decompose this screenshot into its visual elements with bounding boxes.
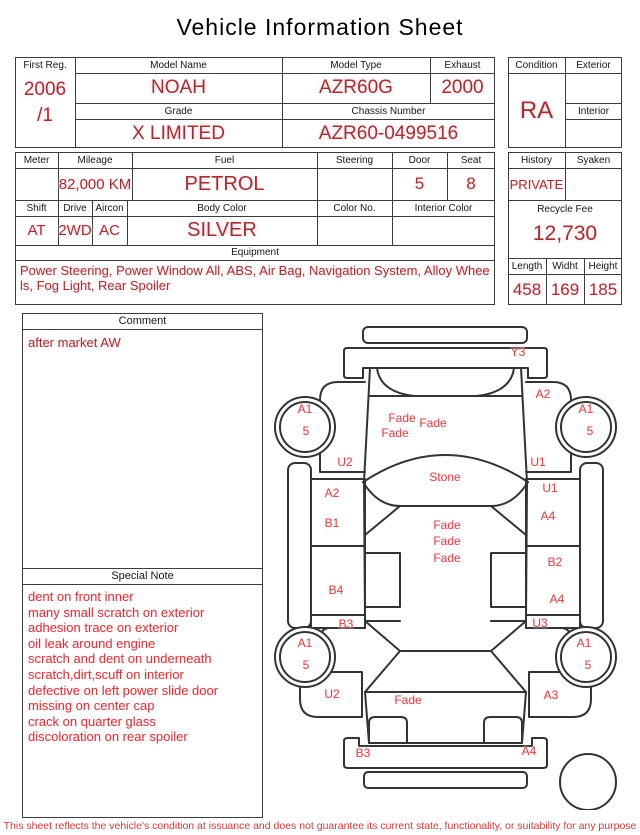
special-note-line: scratch and dent on underneath: [28, 651, 212, 667]
grade-value: X LIMITED: [132, 122, 225, 144]
history-value: PRIVATE: [509, 176, 564, 192]
damage-code-label: 5: [586, 424, 594, 438]
damage-code-label: 5: [302, 658, 310, 672]
damage-code-label: A4: [549, 592, 565, 606]
damage-code-label: B3: [355, 746, 371, 760]
drive-label: Drive: [63, 202, 87, 214]
aircon-value: AC: [99, 222, 120, 239]
meter-label: Meter: [23, 154, 50, 166]
damage-code-label: B4: [328, 583, 344, 597]
chassis-number-label: Chassis Number: [351, 105, 426, 117]
syaken-label: Syaken: [576, 154, 611, 166]
shift-value: AT: [27, 222, 46, 239]
damage-code-label: Fade: [433, 551, 461, 565]
exterior-value: [565, 73, 622, 103]
damage-code-label: Y3: [510, 345, 526, 359]
equipment-value: Power Steering, Power Window All, ABS, Air Bag, Navigation System, Alloy Wheels, Fog Light, Rear Spoiler: [20, 263, 490, 293]
special-note-line: discoloration on rear spoiler: [28, 729, 188, 745]
special-note-line: missing on center cap: [28, 698, 155, 714]
first-reg-label: First Reg.: [23, 59, 67, 71]
exhaust-value: 2000: [441, 77, 484, 98]
steering-value: [317, 168, 392, 200]
grid-line: [22, 584, 263, 585]
width-value: 169: [550, 279, 580, 299]
comment-text: after market AW: [28, 334, 121, 350]
page-title: Vehicle Information Sheet: [176, 14, 464, 40]
model-name-value: NOAH: [151, 77, 206, 98]
aircon-label: Aircon: [95, 202, 124, 214]
grade-label: Grade: [164, 105, 193, 117]
damage-code-label: Fade: [394, 693, 422, 707]
grid-line: [22, 329, 263, 330]
color-no-value: [317, 216, 392, 245]
damage-code-label: B3: [338, 617, 354, 631]
damage-code-label: A4: [521, 744, 537, 758]
damage-code-label: A1: [578, 402, 594, 416]
height-label: Height: [588, 260, 618, 272]
exterior-label: Exterior: [576, 59, 611, 71]
damage-code-label: A1: [576, 636, 592, 650]
special-note-line: oil leak around engine: [28, 635, 156, 651]
damage-code-label: 5: [584, 658, 592, 672]
width-label: Widht: [552, 260, 578, 272]
damage-code-label: Fade: [433, 518, 461, 532]
special-note-line: defective on left power slide door: [28, 682, 219, 698]
damage-code-label: A1: [297, 402, 313, 416]
special-note-line: many small scratch on exterior: [28, 604, 205, 620]
history-label: History: [520, 154, 553, 166]
vehicle-damage-diagram: [270, 310, 640, 810]
damage-code-label: U2: [337, 455, 353, 469]
exhaust-label: Exhaust: [444, 59, 481, 71]
disclaimer-text: This sheet reflects the vehicle's condition at issuance and does not guarantee its current state, functionality, or suitability for any purpose: [3, 820, 637, 832]
seat-value: 8: [466, 174, 476, 193]
damage-code-label: Stone: [429, 470, 461, 484]
damage-code-label: A2: [324, 486, 340, 500]
special-note-line: dent on front inner: [28, 589, 134, 604]
damage-code-label: A4: [540, 509, 556, 523]
damage-code-label: Fade: [433, 534, 461, 548]
seat-label: Seat: [460, 154, 482, 166]
condition-label: Condition: [515, 59, 558, 71]
height-value: 185: [588, 279, 618, 299]
interior-color-label: Interior Color: [414, 202, 473, 214]
damage-code-label: Fade: [419, 416, 447, 430]
mileage-label: Mileage: [77, 154, 113, 166]
comment-label: Comment: [118, 315, 167, 327]
fuel-label: Fuel: [214, 154, 235, 166]
shift-label: Shift: [26, 202, 47, 214]
length-value: 458: [512, 279, 542, 299]
model-type-label: Model Type: [330, 59, 382, 71]
syaken-value: [565, 168, 622, 200]
special-note-list: [28, 589, 260, 745]
grid-line: [15, 260, 495, 261]
body-color-label: Body Color: [197, 202, 247, 214]
body-color-value: SILVER: [187, 219, 257, 241]
damage-code-label: A1: [297, 636, 313, 650]
damage-code-label: B2: [547, 555, 563, 569]
damage-code-label: U3: [532, 616, 548, 630]
interior-value: [565, 119, 622, 148]
special-note-line: adhesion trace on exterior: [28, 620, 179, 636]
damage-code-label: 5: [302, 424, 310, 438]
drive-value: 2WD: [58, 222, 92, 239]
meter-value: [15, 168, 58, 200]
interior-color-value: [392, 216, 495, 245]
grid-line: [508, 200, 622, 201]
special-note-line: scratch,dirt,scuff on interior: [28, 666, 184, 682]
chassis-number-value: AZR60-0499516: [318, 122, 459, 144]
damage-code-label: U1: [530, 455, 546, 469]
damage-code-label: A3: [543, 688, 559, 702]
interior-label: Interior: [577, 105, 610, 117]
damage-code-label: Fade: [381, 426, 409, 440]
damage-code-label: A2: [535, 387, 551, 401]
special-note-line: crack on quarter glass: [28, 713, 156, 729]
door-value: 5: [414, 174, 425, 193]
damage-code-label: Fade: [388, 411, 416, 425]
equipment-label: Equipment: [231, 247, 279, 258]
special-note-label: Special Note: [111, 570, 174, 582]
model-type-value: AZR60G: [319, 77, 393, 98]
fuel-value: PETROL: [184, 172, 265, 195]
model-name-label: Model Name: [150, 59, 207, 71]
mileage-value: 82,000 KM: [58, 175, 132, 193]
recycle-fee-value: 12,730: [532, 222, 598, 245]
door-label: Door: [408, 154, 431, 166]
first-reg-value-line2: /1: [37, 105, 53, 126]
damage-code-label: U2: [324, 687, 340, 701]
length-label: Length: [511, 260, 543, 272]
condition-value: RA: [519, 96, 554, 124]
first-reg-value-line1: 2006: [23, 79, 67, 100]
damage-label-layer: [270, 310, 640, 810]
recycle-fee-label: Recycle Fee: [537, 203, 593, 215]
steering-label: Steering: [335, 154, 374, 166]
damage-code-label: B1: [324, 516, 340, 530]
damage-code-label: U1: [542, 481, 558, 495]
color-no-label: Color No.: [333, 202, 376, 214]
